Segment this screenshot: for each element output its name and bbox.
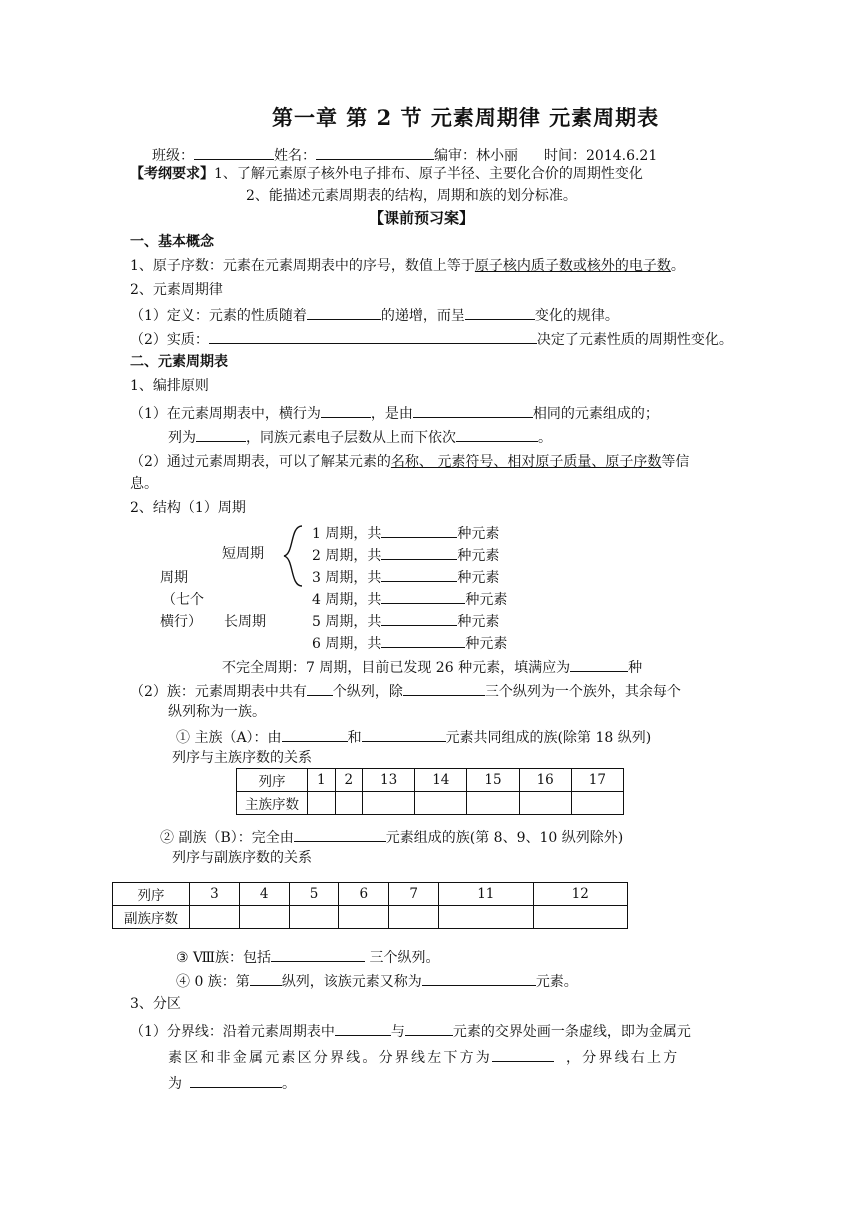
zone-line	[168, 1072, 296, 1094]
period-row	[312, 544, 499, 566]
answer-blank[interactable]	[282, 726, 348, 742]
zone-line	[130, 1020, 691, 1042]
answer-blank[interactable]	[190, 1072, 282, 1088]
answer-blank[interactable]	[250, 970, 282, 986]
short-period-label: 短周期	[222, 546, 264, 562]
text: 与	[390, 1024, 405, 1040]
text: （2）通过元素周期表，可以了解某元素的	[130, 454, 391, 470]
table-cell: 1	[308, 769, 336, 792]
header-line	[152, 144, 657, 166]
table-cell: 17	[571, 769, 623, 792]
period-row	[312, 610, 499, 632]
requirements-tag: 【考纲要求】	[130, 166, 214, 182]
s2-line: 2、结构（1）周期	[130, 500, 246, 516]
group-viii-line	[176, 946, 440, 968]
text: 的递增，而呈	[380, 308, 465, 324]
s1-heading: 一、基本概念	[130, 234, 214, 250]
text: （1）定义：元素的性质随着	[130, 308, 307, 324]
class-blank[interactable]	[194, 144, 274, 160]
answer-blank[interactable]	[405, 1020, 453, 1036]
section-title: 【课前预习案】	[369, 209, 475, 227]
text: ，分界线右上方	[566, 1050, 680, 1066]
text: 元素。	[535, 974, 578, 990]
table-cell: 列序	[113, 883, 190, 906]
text: ② 副族（B）：完全由	[160, 830, 294, 846]
zone-heading: 3、分区	[130, 996, 181, 1012]
text: 种	[628, 660, 643, 676]
answer-blank[interactable]	[570, 656, 628, 672]
table-row	[237, 769, 624, 792]
text: 2 周期，共	[312, 548, 382, 564]
s2-line: 1、编排原则	[130, 378, 209, 394]
underlined-answer: 原子核内质子数或核外的电子数	[474, 258, 671, 274]
answer-blank[interactable]	[381, 566, 457, 582]
table-row	[113, 883, 628, 906]
text: 种元素	[465, 592, 508, 608]
text: （2）实质：	[130, 332, 209, 348]
answer-cell[interactable]	[363, 792, 415, 815]
answer-blank[interactable]	[294, 826, 386, 842]
text: 1 周期，共	[312, 526, 382, 542]
text: ③ Ⅷ族：包括	[176, 950, 272, 966]
answer-blank[interactable]	[381, 610, 457, 626]
period-row	[312, 566, 499, 588]
answer-blank[interactable]	[381, 522, 457, 538]
table-cell: 14	[415, 769, 467, 792]
table-cell: 12	[533, 883, 628, 906]
answer-cell[interactable]	[467, 792, 519, 815]
table-cell: 4	[239, 883, 289, 906]
table-row	[113, 906, 628, 929]
text: 个纵列，除	[332, 684, 403, 700]
text: 等信	[661, 454, 690, 470]
main-group-table	[236, 768, 624, 815]
s2-line	[130, 402, 659, 424]
answer-blank[interactable]	[403, 680, 485, 696]
text: 三个纵列为一个族外，其余每个	[484, 684, 681, 700]
table-row	[237, 792, 624, 815]
table-cell: 2	[335, 769, 363, 792]
text: 元素组成的族(第 8、9、10 纵列除外)	[385, 830, 624, 846]
text: 种元素	[465, 636, 508, 652]
answer-cell[interactable]	[289, 906, 339, 929]
answer-blank[interactable]	[307, 680, 333, 696]
answer-cell[interactable]	[190, 906, 240, 929]
text: 种元素	[457, 548, 500, 564]
period-label: 周期	[160, 570, 188, 586]
date: 时间：2014.6.21	[544, 148, 658, 164]
text: 种元素	[457, 526, 500, 542]
main-group-line	[176, 726, 651, 748]
editor: 编审：林小丽	[434, 148, 518, 164]
table-cell: 列序	[237, 769, 308, 792]
s2-line: 息。	[130, 476, 158, 492]
table-cell: 16	[519, 769, 571, 792]
answer-blank[interactable]	[362, 726, 446, 742]
answer-blank[interactable]	[492, 1046, 554, 1062]
sub-group-line	[160, 826, 623, 848]
main-group-caption: 列序与主族序数的关系	[172, 750, 312, 766]
text: 和	[347, 730, 362, 746]
s1-line-1	[130, 256, 685, 276]
answer-blank[interactable]	[335, 1020, 391, 1036]
answer-blank[interactable]	[381, 632, 465, 648]
answer-blank[interactable]	[271, 946, 365, 962]
name-label: 姓名：	[274, 148, 316, 164]
table-cell: 13	[363, 769, 415, 792]
sub-group-caption: 列序与副族序数的关系	[172, 850, 312, 866]
text: ① 主族（A）：由	[176, 730, 282, 746]
answer-cell[interactable]	[389, 906, 439, 929]
text: （1）在元素周期表中，横行为	[130, 406, 321, 422]
zone-line	[168, 1046, 679, 1068]
s1-line-4	[130, 328, 733, 350]
sub-group-table	[112, 882, 628, 929]
answer-blank[interactable]	[381, 588, 465, 604]
text: 种元素	[457, 614, 500, 630]
table-cell: 15	[467, 769, 519, 792]
text: 3 周期，共	[312, 570, 382, 586]
answer-blank[interactable]	[465, 304, 535, 320]
text: 纵列，该族元素又称为	[281, 974, 422, 990]
text: ，同族元素电子层数从上而下依次	[246, 430, 456, 446]
text: （1）分界线：沿着元素周期表中	[130, 1024, 335, 1040]
table-cell: 主族序数	[237, 792, 308, 815]
text: 不完全周期：7 周期，目前已发现 26 种元素，填满应为	[222, 660, 571, 676]
requirement-1: 1、了解元素原子核外电子排布、原子半径、主要化合价的周期性变化	[214, 166, 643, 182]
rows-label: 横行）	[160, 614, 202, 630]
period-row	[312, 632, 507, 654]
answer-cell[interactable]	[439, 906, 533, 929]
text: 。	[538, 430, 552, 446]
table-cell: 6	[339, 883, 389, 906]
text: ，是由	[370, 406, 413, 422]
answer-cell[interactable]	[239, 906, 289, 929]
s2-line	[168, 426, 552, 448]
answer-cell[interactable]	[533, 906, 628, 929]
text: 为	[168, 1076, 182, 1092]
text: 三个纵列。	[365, 950, 440, 966]
seven-label: （七个	[162, 592, 204, 608]
table-cell: 副族序数	[113, 906, 190, 929]
s2-heading: 二、元素周期表	[130, 354, 228, 370]
s1-line-2: 2、元素周期律	[130, 282, 223, 298]
s1-line-3	[130, 304, 619, 326]
answer-blank[interactable]	[321, 402, 371, 418]
answer-blank[interactable]	[209, 328, 537, 344]
answer-blank[interactable]	[456, 426, 538, 442]
answer-cell[interactable]	[415, 792, 467, 815]
group-zero-line	[176, 970, 578, 992]
text: 变化的规律。	[534, 308, 619, 324]
group-line	[130, 680, 681, 702]
page-title: 第一章 第 2 节 元素周期律 元素周期表	[272, 105, 660, 130]
answer-cell[interactable]	[339, 906, 389, 929]
answer-blank[interactable]	[196, 426, 246, 442]
answer-blank[interactable]	[307, 304, 381, 320]
text: 4 周期，共	[312, 592, 382, 608]
requirement-2: 2、能描述元素周期表的结构，周期和族的划分标准。	[246, 188, 577, 204]
text: 相同的元素组成的；	[532, 406, 659, 422]
answer-cell[interactable]	[519, 792, 571, 815]
group-line: 纵列称为一族。	[168, 704, 266, 720]
text: 素区和非金属元素区分界线。分界线左下方为	[168, 1050, 492, 1066]
answer-blank[interactable]	[381, 544, 457, 560]
table-cell: 5	[289, 883, 339, 906]
class-label: 班级：	[152, 148, 194, 164]
text: 决定了元素性质的周期性变化。	[536, 332, 733, 348]
table-cell: 11	[439, 883, 533, 906]
curly-brace-icon	[278, 524, 308, 590]
period-row	[312, 522, 499, 544]
text: 5 周期，共	[312, 614, 382, 630]
answer-cell[interactable]	[335, 792, 363, 815]
text: 1、原子序数：元素在元素周期表中的序号，数值上等于	[130, 258, 475, 274]
name-blank[interactable]	[316, 144, 434, 160]
text: 。	[282, 1076, 296, 1092]
answer-cell[interactable]	[308, 792, 336, 815]
period-row	[312, 588, 507, 610]
text: 种元素	[457, 570, 500, 586]
answer-blank[interactable]	[422, 970, 536, 986]
underlined-answer: 名称、 元素符号、相对原子质量、原子序数	[390, 454, 662, 470]
incomplete-period	[222, 656, 642, 678]
requirements-line-1	[130, 164, 643, 184]
long-period-label: 长周期	[224, 614, 266, 630]
text: 6 周期，共	[312, 636, 382, 652]
table-cell: 3	[190, 883, 240, 906]
text: （2）族：元素周期表中共有	[130, 684, 307, 700]
table-cell: 7	[389, 883, 439, 906]
text: 元素的交界处画一条虚线，即为金属元	[452, 1024, 691, 1040]
answer-cell[interactable]	[571, 792, 623, 815]
text: 列为	[168, 430, 196, 446]
s2-line	[130, 452, 689, 472]
text: 。	[670, 258, 685, 274]
answer-blank[interactable]	[413, 402, 533, 418]
text: 元素共同组成的族(除第 18 纵列)	[445, 730, 652, 746]
text: ④ 0 族：第	[176, 974, 250, 990]
